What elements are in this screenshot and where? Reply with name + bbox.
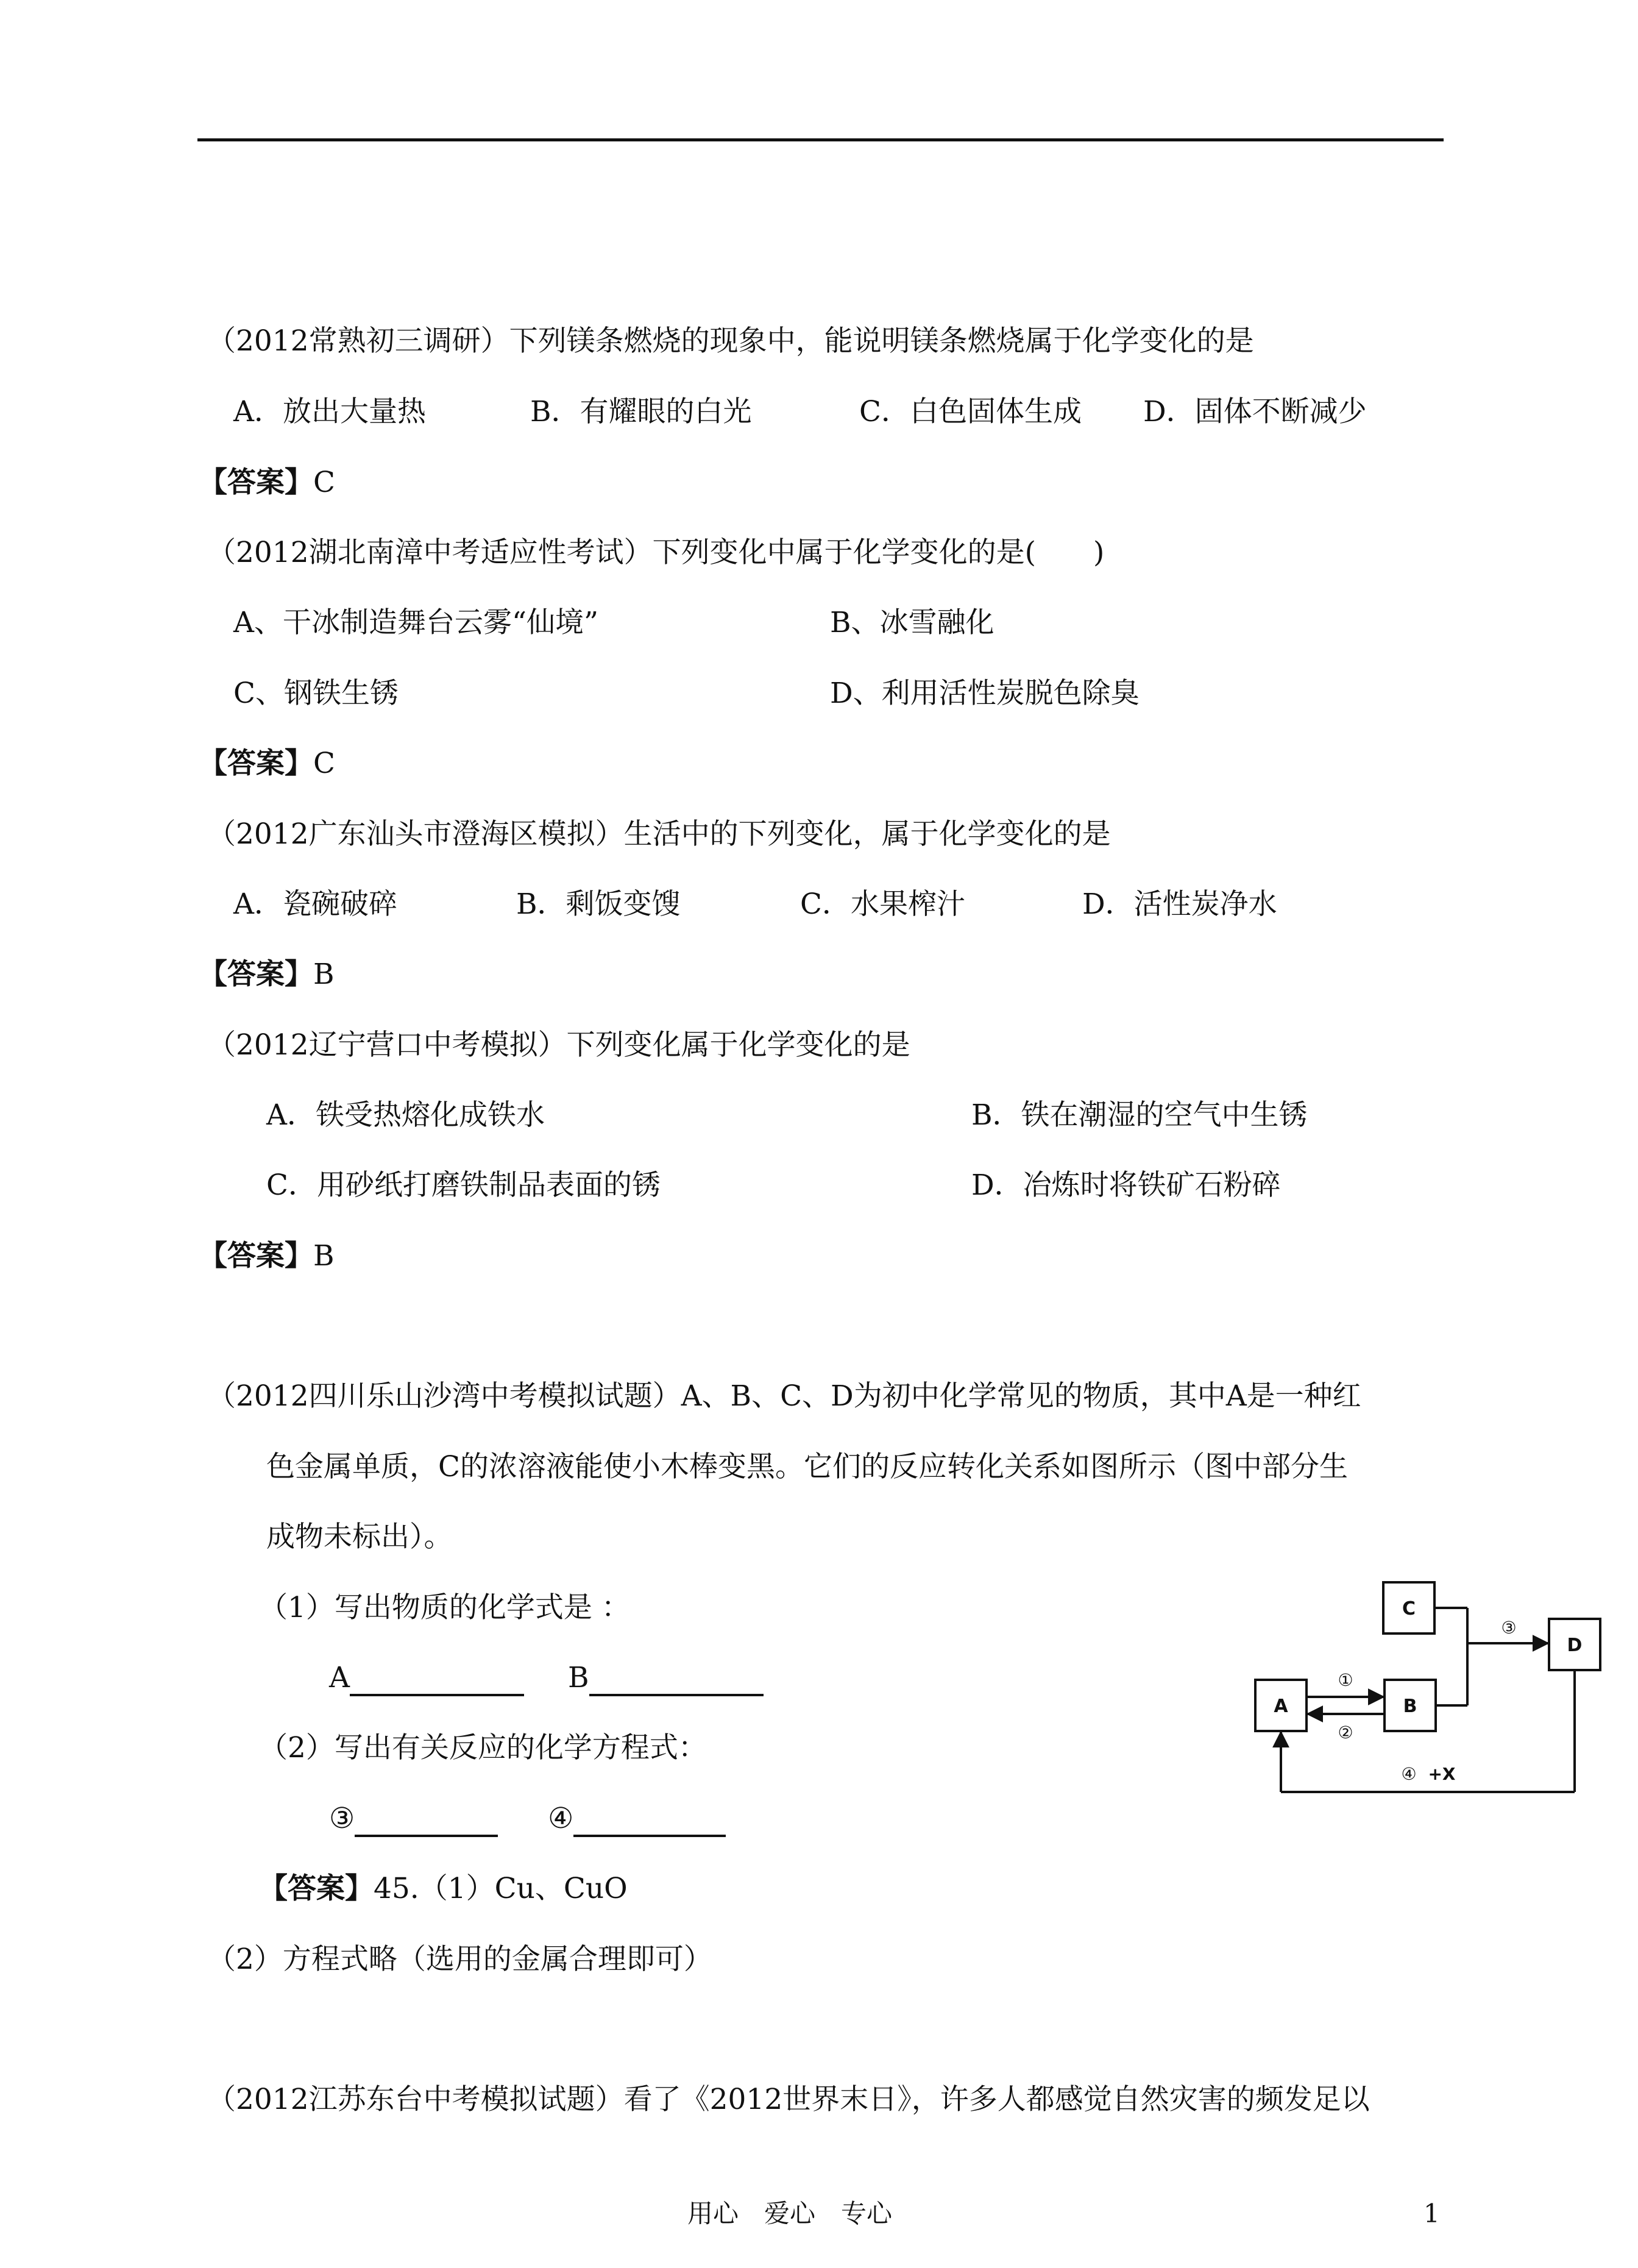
answer-value: C bbox=[313, 747, 335, 780]
reagent-x-label: +X bbox=[1428, 1764, 1456, 1784]
q3-answer bbox=[199, 956, 335, 993]
node-c-label: C bbox=[1402, 1598, 1416, 1619]
blank-a-label: A bbox=[329, 1661, 350, 1694]
q2-stem: （2012湖北南漳中考适应性考试）下列变化中属于化学变化的是( ) bbox=[207, 536, 1105, 569]
q4-option-d: D．冶炼时将铁矿石粉碎 bbox=[971, 1168, 1281, 1202]
q2-answer bbox=[199, 745, 335, 782]
q1-option-d: D．固体不断减少 bbox=[1143, 395, 1367, 428]
blank-4-label: ④ bbox=[548, 1802, 574, 1835]
blank-b-label: B bbox=[567, 1661, 589, 1694]
answer-label: 【答案】 bbox=[199, 747, 313, 780]
blank-4-line bbox=[573, 1807, 726, 1837]
q3-option-d: D．活性炭净水 bbox=[1082, 887, 1277, 921]
q3-option-b: B．剩饭变馊 bbox=[516, 887, 681, 921]
q3-option-c: C．水果榨汁 bbox=[800, 887, 965, 921]
node-b-label: B bbox=[1403, 1696, 1417, 1717]
q2-option-b: B、冰雪融化 bbox=[830, 606, 994, 639]
q1-option-a: A．放出大量热 bbox=[233, 395, 426, 428]
node-d-label: D bbox=[1567, 1635, 1583, 1656]
q3-stem: （2012广东汕头市澄海区模拟）生活中的下列变化，属于化学变化的是 bbox=[207, 817, 1111, 851]
q1-stem: （2012常熟初三调研）下列镁条燃烧的现象中，能说明镁条燃烧属于化学变化的是 bbox=[207, 324, 1254, 358]
blank-a-line bbox=[350, 1666, 524, 1696]
edge-2-label: ② bbox=[1338, 1722, 1353, 1743]
footer-motto: 用心 爱心 专心 bbox=[687, 2199, 893, 2228]
edge-1-label: ① bbox=[1338, 1670, 1353, 1690]
answer-value: B bbox=[313, 958, 335, 991]
edge-3-label: ③ bbox=[1501, 1618, 1517, 1638]
q6-stem: （2012江苏东台中考模拟试题）看了《2012世界末日》，许多人都感觉自然灾害的频发足以 bbox=[207, 2083, 1370, 2116]
q1-answer bbox=[199, 464, 335, 501]
answer-label: 【答案】 bbox=[199, 958, 313, 991]
answer-value: C bbox=[313, 466, 335, 499]
reaction-diagram bbox=[1237, 1560, 1603, 1816]
page-number: 1 bbox=[1424, 2199, 1440, 2228]
edge-4-label: ④ bbox=[1401, 1764, 1417, 1784]
q5-stem-line-2: 色金属单质，C的浓溶液能使小木棒变黑。它们的反应转化关系如图所示（图中部分生 bbox=[266, 1450, 1348, 1484]
q5-sub2: （2）写出有关反应的化学方程式： bbox=[259, 1731, 707, 1765]
q4-stem: （2012辽宁营口中考模拟）下列变化属于化学变化的是 bbox=[207, 1028, 910, 1062]
q1-option-b: B．有耀眼的白光 bbox=[530, 395, 752, 428]
answer-label: 【答案】 bbox=[199, 1239, 313, 1273]
q2-option-c: C、钢铁生锈 bbox=[233, 677, 399, 710]
node-a-label: A bbox=[1274, 1696, 1288, 1717]
q4-option-c: C．用砂纸打磨铁制品表面的锈 bbox=[266, 1168, 661, 1202]
answer-value: 45.（1）Cu、CuO bbox=[374, 1872, 628, 1905]
q2-option-a: A、干冰制造舞台云雾“仙境” bbox=[233, 606, 598, 639]
q5-answer-line-2: （2）方程式略（选用的金属合理即可） bbox=[207, 1943, 712, 1976]
q1-option-c: C．白色固体生成 bbox=[859, 395, 1082, 428]
q5-stem-line-1: （2012四川乐山沙湾中考模拟试题）A、B、C、D为初中化学常见的物质，其中A是一种红 bbox=[207, 1379, 1361, 1413]
blank-3-line bbox=[355, 1807, 498, 1837]
answer-label: 【答案】 bbox=[259, 1872, 374, 1905]
q4-option-b: B．铁在潮湿的空气中生锈 bbox=[971, 1098, 1308, 1132]
blank-3-label: ③ bbox=[329, 1802, 355, 1835]
q5-sub1: （1）写出物质的化学式是 ： bbox=[259, 1591, 630, 1624]
q2-option-d: D、利用活性炭脱色除臭 bbox=[830, 677, 1140, 710]
answer-label: 【答案】 bbox=[199, 466, 313, 499]
blank-b-line bbox=[589, 1666, 764, 1696]
q5-answer-line-1 bbox=[259, 1871, 628, 1907]
q4-answer bbox=[199, 1238, 335, 1274]
q4-option-a: A．铁受热熔化成铁水 bbox=[266, 1098, 545, 1132]
q5-blank-equations-row bbox=[329, 1801, 726, 1837]
q5-stem-line-3: 成物未标出）。 bbox=[266, 1520, 453, 1554]
q5-blank-a-row bbox=[329, 1660, 764, 1696]
q3-option-a: A．瓷碗破碎 bbox=[233, 887, 397, 921]
answer-value: B bbox=[313, 1239, 335, 1273]
header-rule bbox=[197, 138, 1444, 141]
